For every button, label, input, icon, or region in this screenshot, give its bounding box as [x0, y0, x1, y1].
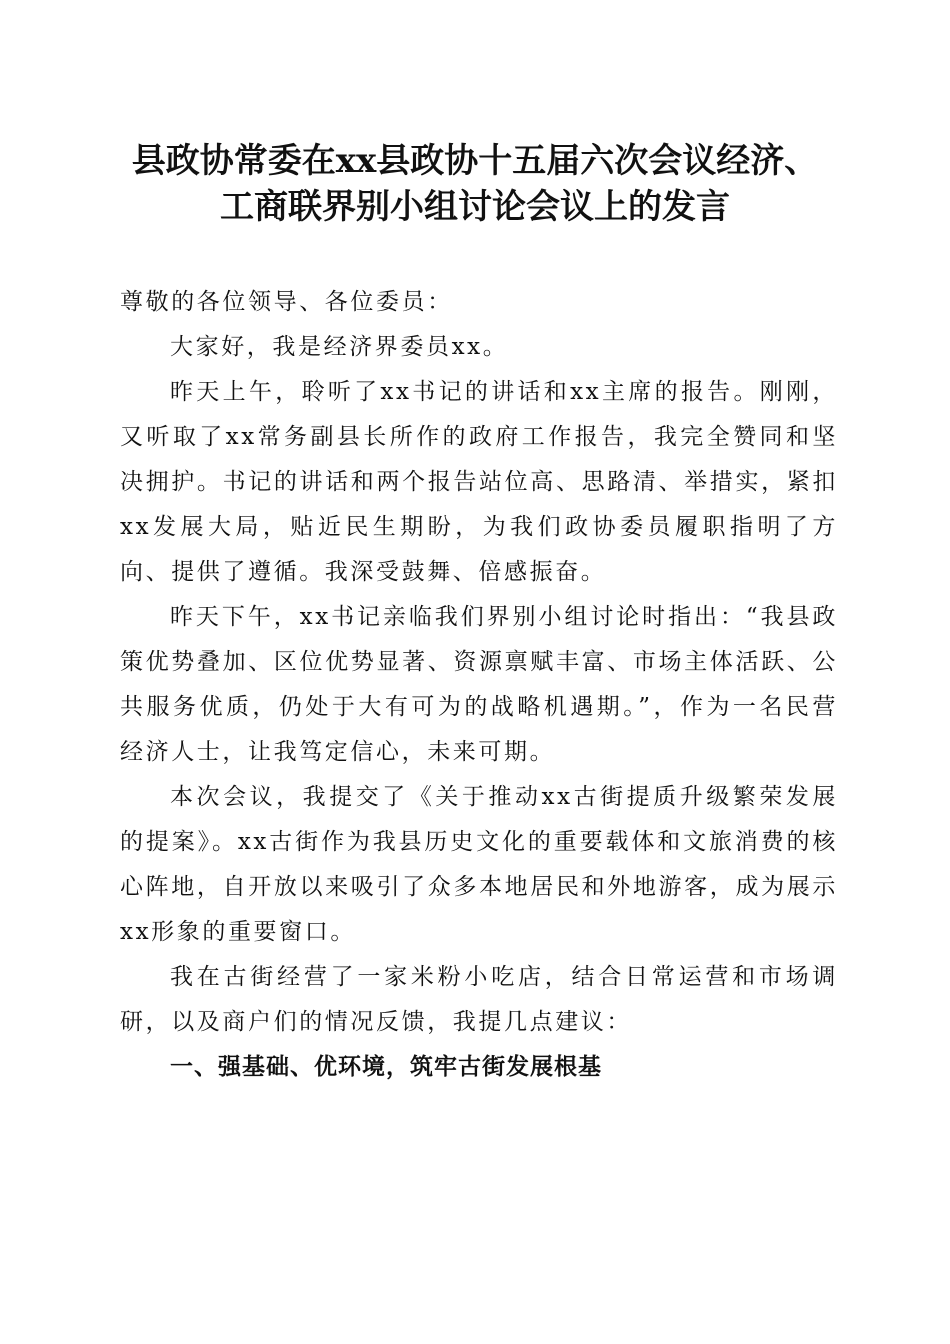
paragraph-proposal: 本次会议，我提交了《关于推动xx古街提质升级繁荣发展的提案》。xx古街作为我县历史文化的重要载体和文旅消费的核心阵地，自开放以来吸引了众多本地居民和外地游客，成为展示xx形象的重要窗口。	[120, 784, 838, 945]
paragraph-suggestions-intro: 我在古街经营了一家米粉小吃店，结合日常运营和市场调研，以及商户们的情况反馈，我提几点建议：	[120, 964, 838, 1035]
paragraph-afternoon: 昨天下午，xx书记亲临我们界别小组讨论时指出：“我县政策优势叠加、区位优势显著、资源禀赋丰富、市场主体活跃、公共服务优质，仍处于大有可为的战略机遇期。”，作为一名民营经济人士，让我笃定信心，未来可期。	[120, 604, 838, 765]
document-body	[120, 280, 838, 1090]
title-line-2: 工商联界别小组讨论会议上的发言	[220, 187, 730, 227]
paragraph-greeting: 大家好，我是经济界委员xx。	[170, 334, 509, 360]
paragraph-morning: 昨天上午，聆听了xx书记的讲话和xx主席的报告。刚刚，又听取了xx常务副县长所作的政府工作报告，我完全赞同和坚决拥护。书记的讲话和两个报告站位高、思路清、举措实，紧扣xx发展大局，贴近民生期盼，为我们政协委员履职指明了方向、提供了遵循。我深受鼓舞、倍感振奋。	[120, 379, 838, 585]
title-line-1: 县政协常委在xx县政协十五届六次会议经济、	[131, 141, 819, 181]
salutation: 尊敬的各位领导、各位委员：	[120, 289, 453, 315]
document-title	[100, 138, 850, 230]
section-heading: 一、强基础、优环境，筑牢古街发展根基	[170, 1054, 602, 1080]
